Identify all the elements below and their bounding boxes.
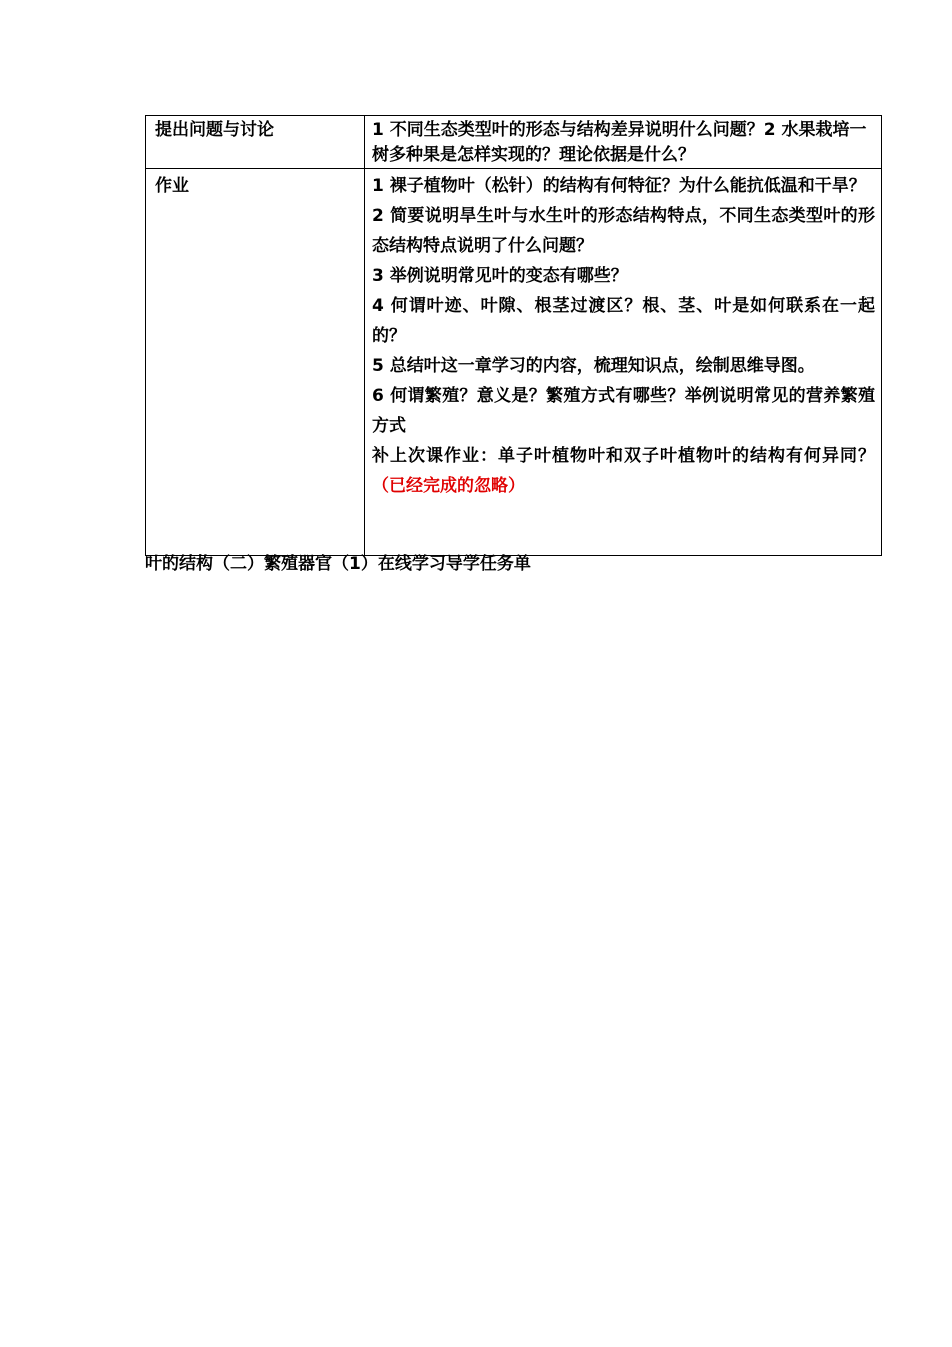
discussion-questions: 1 不同生态类型叶的形态与结构差异说明什么问题？2 水果栽培一树多种果是怎样实现的？理论依据是什么？: [365, 116, 882, 169]
row-label: 作业: [146, 169, 365, 556]
table-row: [146, 169, 882, 556]
table-row: [146, 116, 882, 169]
row-label: 提出问题与讨论: [146, 116, 365, 169]
homework-item: 2 简要说明旱生叶与水生叶的形态结构特点，不同生态类型叶的形态结构特点说明了什么问题？: [372, 206, 875, 256]
completed-note: （已经完成的忽略）: [372, 476, 525, 496]
supplement-text: 补上次课作业：单子叶植物叶和双子叶植物叶的结构有何异同？: [372, 446, 875, 466]
document-caption: 叶的结构（二）繁殖器官（1）在线学习导学任务单: [145, 554, 531, 574]
homework-item: 3 举例说明常见叶的变态有哪些？: [372, 266, 628, 286]
assignment-table: [145, 115, 882, 556]
homework-item: 6 何谓繁殖？意义是？繁殖方式有哪些？举例说明常见的营养繁殖方式: [372, 386, 875, 436]
homework-item: 5 总结叶这一章学习的内容，梳理知识点，绘制思维导图。: [372, 356, 815, 376]
homework-item: 4 何谓叶迹、叶隙、根茎过渡区？根、茎、叶是如何联系在一起的？: [372, 296, 875, 346]
homework-item: 1 裸子植物叶（松针）的结构有何特征？为什么能抗低温和干旱？: [372, 176, 866, 196]
supplement-homework: [372, 441, 875, 501]
homework-list: [365, 169, 882, 556]
